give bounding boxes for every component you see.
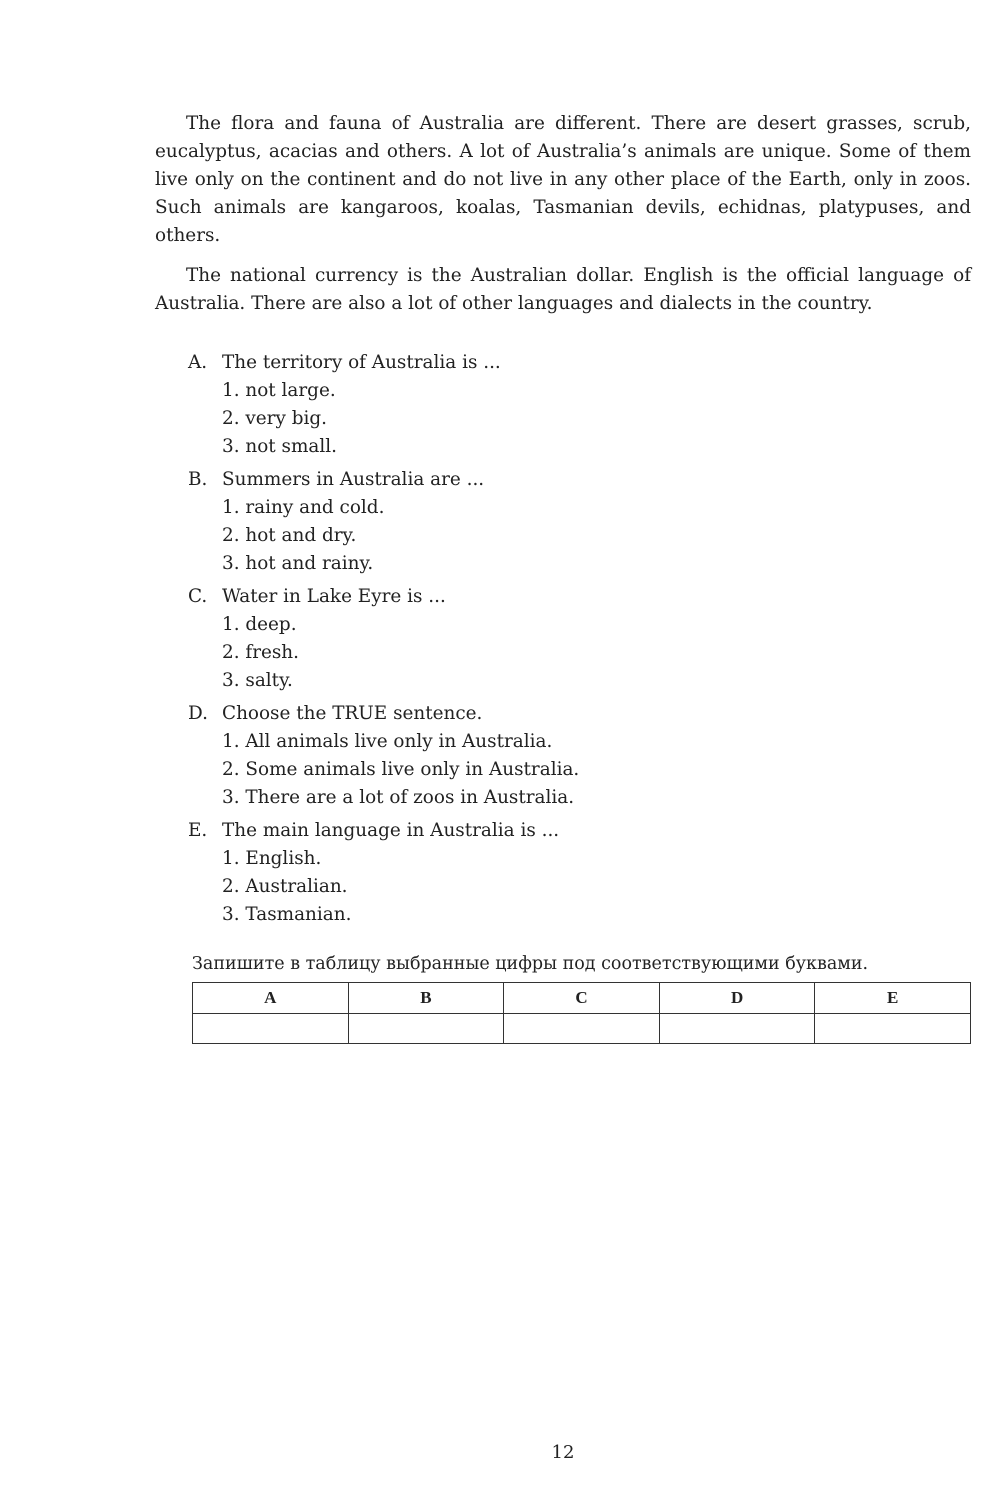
option-text: 1. All animals live only in Australia. [222, 731, 553, 752]
passage-paragraph-2-text: The national currency is the Australian dollar. English is the official language of Australia. There are also a lot of other languages and dialects in the country. [155, 265, 971, 314]
option-text: 3. hot and rainy. [222, 553, 374, 574]
answer-table [192, 982, 971, 1044]
page-number: 12 [551, 1442, 575, 1463]
question-b [188, 466, 948, 578]
question-stem [188, 583, 948, 611]
question-stem [188, 349, 948, 377]
answer-cell-a[interactable] [193, 1014, 349, 1044]
option-text: 2. fresh. [222, 642, 300, 663]
question-letter: A. [188, 352, 208, 373]
option-text: 2. hot and dry. [222, 525, 357, 546]
answer-option [188, 377, 948, 405]
question-stem [188, 700, 948, 728]
passage-paragraph-1-text: The flora and fauna of Australia are different. There are desert grasses, scrub, eucalyptus, acacias and others. A lot of Australia’s animals are unique. Some of them live only on the continent and do not live in any other place of the Earth, only in zoos. Such animals are kangaroos, koalas, Tasmanian devils, echidnas, platypuses, and others. [155, 113, 971, 246]
answer-cell-e[interactable] [815, 1014, 971, 1044]
question-list [188, 349, 948, 934]
answer-option [188, 667, 948, 695]
option-text: 1. deep. [222, 614, 297, 635]
question-letter: E. [188, 820, 208, 841]
question-text: Summers in Australia are ... [222, 469, 485, 490]
passage-paragraph-1 [155, 110, 971, 250]
question-letter: D. [188, 703, 208, 724]
answer-option [188, 873, 948, 901]
header-cell-e: E [815, 983, 971, 1014]
option-text: 1. rainy and cold. [222, 497, 385, 518]
header-cell-d: D [659, 983, 815, 1014]
option-text: 2. Some animals live only in Australia. [222, 759, 580, 780]
option-text: 1. not large. [222, 380, 336, 401]
question-text: The main language in Australia is ... [222, 820, 560, 841]
passage-paragraph-2 [155, 262, 971, 318]
answer-cell-d[interactable] [659, 1014, 815, 1044]
option-text: 3. not small. [222, 436, 337, 457]
answer-option [188, 728, 948, 756]
option-text: 3. salty. [222, 670, 293, 691]
question-stem [188, 466, 948, 494]
answer-cell-c[interactable] [504, 1014, 660, 1044]
question-d [188, 700, 948, 812]
option-text: 2. Australian. [222, 876, 348, 897]
question-a [188, 349, 948, 461]
answer-option [188, 756, 948, 784]
option-text: 3. Tasmanian. [222, 904, 352, 925]
option-text: 3. There are a lot of zoos in Australia. [222, 787, 575, 808]
answer-option [188, 494, 948, 522]
header-cell-c: C [504, 983, 660, 1014]
answer-option [188, 522, 948, 550]
table-instruction: Запишите в таблицу выбранные цифры под соответствующими буквами. [192, 954, 869, 974]
question-text: The territory of Australia is ... [222, 352, 501, 373]
answer-option [188, 901, 948, 929]
answer-option [188, 433, 948, 461]
answer-option [188, 611, 948, 639]
question-stem [188, 817, 948, 845]
option-text: 1. English. [222, 848, 322, 869]
answer-option [188, 639, 948, 667]
question-text: Choose the TRUE sentence. [222, 703, 483, 724]
question-c [188, 583, 948, 695]
answer-cell-b[interactable] [348, 1014, 504, 1044]
answer-option [188, 784, 948, 812]
question-text: Water in Lake Eyre is ... [222, 586, 446, 607]
header-cell-b: B [348, 983, 504, 1014]
answer-option [188, 550, 948, 578]
header-cell-a: A [193, 983, 349, 1014]
question-letter: B. [188, 469, 208, 490]
answer-table-input-row [193, 1014, 971, 1044]
question-letter: C. [188, 586, 208, 607]
answer-option [188, 845, 948, 873]
question-e [188, 817, 948, 929]
answer-table-header-row [193, 983, 971, 1014]
answer-option [188, 405, 948, 433]
option-text: 2. very big. [222, 408, 327, 429]
